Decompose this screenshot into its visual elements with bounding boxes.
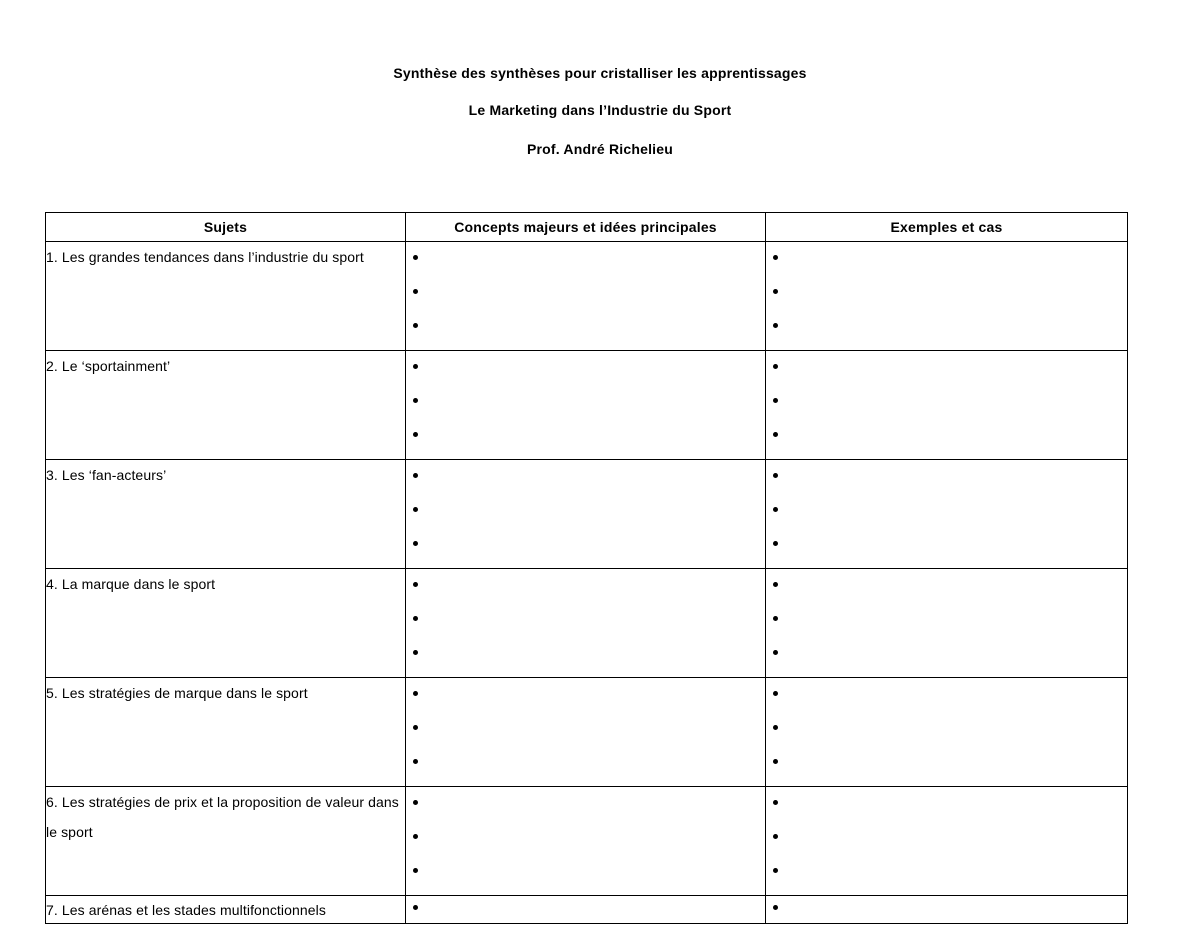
subject-cell[interactable]: 6. Les stratégies de prix et la proposition de valeur dans le sport: [46, 787, 406, 896]
bullet-list: [766, 569, 1127, 677]
professor-name: Prof. André Richelieu: [526, 141, 674, 157]
bullet-list: [406, 351, 765, 459]
concepts-cell[interactable]: [406, 242, 766, 351]
bullet-item[interactable]: [773, 827, 1127, 861]
examples-cell[interactable]: [766, 896, 1128, 924]
bullet-item[interactable]: [413, 500, 765, 534]
bullet-item[interactable]: [773, 534, 1127, 568]
bullet-item[interactable]: [413, 684, 765, 718]
bullet-item[interactable]: [773, 357, 1127, 391]
bullet-icon: [413, 868, 418, 873]
bullet-icon: [413, 725, 418, 730]
concepts-cell[interactable]: [406, 351, 766, 460]
bullet-icon: [773, 725, 778, 730]
bullet-item[interactable]: [413, 575, 765, 609]
bullet-icon: [773, 364, 778, 369]
bullet-item[interactable]: [773, 316, 1127, 350]
bullet-item[interactable]: [773, 425, 1127, 459]
bullet-item[interactable]: [413, 898, 765, 918]
synthesis-table: [45, 212, 1128, 924]
table-row: [46, 242, 1128, 351]
bullet-icon: [773, 432, 778, 437]
column-header-examples: Exemples et cas: [766, 213, 1128, 242]
bullet-icon: [413, 616, 418, 621]
bullet-item[interactable]: [773, 282, 1127, 316]
bullet-list: [766, 787, 1127, 895]
column-header-subjects: Sujets: [46, 213, 406, 242]
bullet-item[interactable]: [773, 643, 1127, 677]
bullet-icon: [773, 759, 778, 764]
concepts-cell[interactable]: [406, 896, 766, 924]
bullet-icon: [413, 323, 418, 328]
examples-cell[interactable]: [766, 678, 1128, 787]
bullet-list: [406, 569, 765, 677]
bullet-item[interactable]: [773, 248, 1127, 282]
bullet-item[interactable]: [413, 861, 765, 895]
bullet-list: [766, 242, 1127, 350]
bullet-icon: [413, 905, 418, 910]
bullet-icon: [773, 650, 778, 655]
bullet-item[interactable]: [413, 793, 765, 827]
bullet-item[interactable]: [773, 609, 1127, 643]
bullet-icon: [413, 650, 418, 655]
bullet-icon: [773, 398, 778, 403]
bullet-item[interactable]: [773, 391, 1127, 425]
bullet-icon: [773, 868, 778, 873]
bullet-icon: [773, 323, 778, 328]
bullet-icon: [413, 255, 418, 260]
subject-cell[interactable]: 2. Le ‘sportainment’: [46, 351, 406, 460]
bullet-item[interactable]: [413, 718, 765, 752]
bullet-item[interactable]: [413, 357, 765, 391]
bullet-icon: [413, 759, 418, 764]
examples-cell[interactable]: [766, 351, 1128, 460]
bullet-list: [406, 460, 765, 568]
bullet-item[interactable]: [773, 898, 1127, 918]
bullet-item[interactable]: [413, 752, 765, 786]
table-row: [46, 896, 1128, 924]
bullet-icon: [413, 582, 418, 587]
bullet-item[interactable]: [773, 684, 1127, 718]
course-title: Le Marketing dans l’Industrie du Sport: [468, 102, 732, 118]
bullet-item[interactable]: [413, 391, 765, 425]
table-row: [46, 787, 1128, 896]
bullet-icon: [773, 582, 778, 587]
examples-cell[interactable]: [766, 460, 1128, 569]
bullet-item[interactable]: [413, 425, 765, 459]
concepts-cell[interactable]: [406, 569, 766, 678]
bullet-icon: [773, 905, 778, 910]
document-title: Synthèse des synthèses pour cristalliser les apprentissages: [393, 65, 807, 81]
subject-cell[interactable]: 1. Les grandes tendances dans l’industrie du sport: [46, 242, 406, 351]
subject-cell[interactable]: 5. Les stratégies de marque dans le sport: [46, 678, 406, 787]
bullet-item[interactable]: [773, 575, 1127, 609]
concepts-cell[interactable]: [406, 678, 766, 787]
table-row: [46, 351, 1128, 460]
table-row: [46, 678, 1128, 787]
bullet-icon: [413, 473, 418, 478]
bullet-item[interactable]: [773, 500, 1127, 534]
table-row: [46, 460, 1128, 569]
bullet-item[interactable]: [413, 643, 765, 677]
bullet-item[interactable]: [413, 827, 765, 861]
bullet-item[interactable]: [773, 718, 1127, 752]
bullet-item[interactable]: [413, 248, 765, 282]
table-header-row: [46, 213, 1128, 242]
bullet-list: [766, 351, 1127, 459]
table-row: [46, 569, 1128, 678]
bullet-list: [766, 896, 1127, 918]
bullet-icon: [773, 507, 778, 512]
bullet-item[interactable]: [773, 752, 1127, 786]
bullet-list: [766, 678, 1127, 786]
bullet-item[interactable]: [413, 282, 765, 316]
bullet-icon: [773, 691, 778, 696]
bullet-icon: [413, 541, 418, 546]
concepts-cell[interactable]: [406, 787, 766, 896]
bullet-icon: [773, 541, 778, 546]
bullet-icon: [413, 364, 418, 369]
bullet-item[interactable]: [773, 861, 1127, 895]
column-header-concepts: Concepts majeurs et idées principales: [406, 213, 766, 242]
bullet-icon: [773, 473, 778, 478]
examples-cell[interactable]: [766, 787, 1128, 896]
bullet-list: [406, 787, 765, 895]
bullet-list: [406, 242, 765, 350]
bullet-icon: [413, 432, 418, 437]
bullet-list: [766, 460, 1127, 568]
examples-cell[interactable]: [766, 569, 1128, 678]
bullet-item[interactable]: [773, 466, 1127, 500]
bullet-icon: [773, 800, 778, 805]
bullet-item[interactable]: [773, 793, 1127, 827]
bullet-item[interactable]: [413, 609, 765, 643]
bullet-icon: [413, 398, 418, 403]
bullet-icon: [773, 616, 778, 621]
bullet-item[interactable]: [413, 316, 765, 350]
bullet-list: [406, 896, 765, 918]
bullet-icon: [413, 691, 418, 696]
examples-cell[interactable]: [766, 242, 1128, 351]
bullet-icon: [773, 255, 778, 260]
bullet-item[interactable]: [413, 466, 765, 500]
bullet-icon: [773, 834, 778, 839]
bullet-icon: [773, 289, 778, 294]
bullet-icon: [413, 289, 418, 294]
bullet-icon: [413, 834, 418, 839]
subject-cell[interactable]: 4. La marque dans le sport: [46, 569, 406, 678]
subject-cell[interactable]: 7. Les arénas et les stades multifonctionnels: [46, 896, 406, 924]
bullet-icon: [413, 800, 418, 805]
subject-cell[interactable]: 3. Les ‘fan-acteurs’: [46, 460, 406, 569]
concepts-cell[interactable]: [406, 460, 766, 569]
bullet-icon: [413, 507, 418, 512]
bullet-item[interactable]: [413, 534, 765, 568]
bullet-list: [406, 678, 765, 786]
